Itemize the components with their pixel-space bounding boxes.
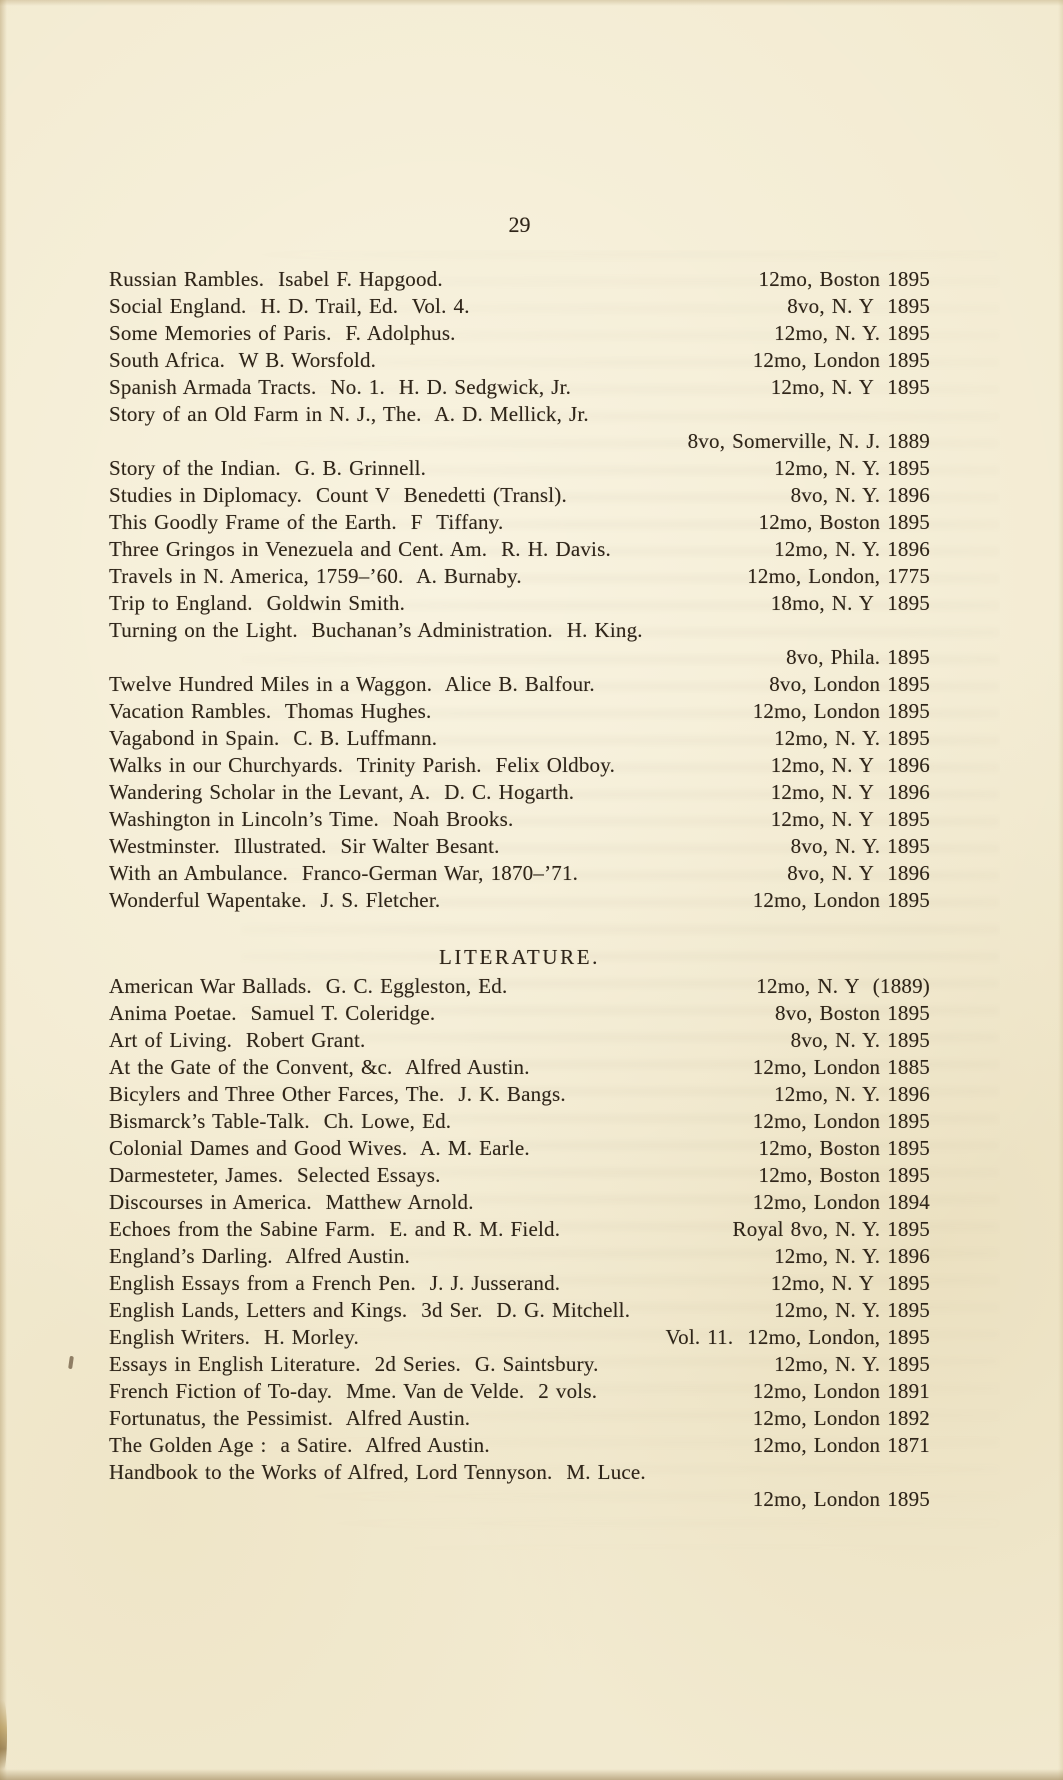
catalog-entry — [109, 1378, 930, 1405]
entry-title-author: South Africa. W B. Worsfold. — [109, 348, 377, 372]
entry-imprint: 12mo, N. Y 1895 — [770, 375, 930, 399]
catalog-entry — [109, 1027, 930, 1054]
entry-title-author: French Fiction of To-day. Mme. Van de Velde. 2 vols. — [109, 1379, 598, 1403]
entry-title-author: With an Ambulance. Franco-German War, 1870–’71. — [109, 861, 579, 885]
entry-title-author: English Writers. H. Morley. — [109, 1325, 359, 1349]
entry-imprint: 12mo, N. Y 1895 — [770, 1271, 930, 1295]
catalog-entry — [109, 1351, 930, 1378]
entry-imprint: 8vo, N. Y. 1896 — [790, 483, 930, 507]
entry-imprint: 12mo, Boston 1895 — [758, 267, 930, 291]
catalog-entry — [109, 671, 930, 698]
entry-title-author: Anima Poetae. Samuel T. Coleridge. — [109, 1001, 436, 1025]
catalog-entry — [109, 536, 930, 563]
catalog-entry — [109, 1189, 930, 1216]
catalog-entry — [109, 1135, 930, 1162]
entry-imprint: 18mo, N. Y 1895 — [770, 591, 930, 615]
entry-imprint: 8vo, Phila. 1895 — [786, 645, 930, 669]
entry-title-author: Social England. H. D. Trail, Ed. Vol. 4. — [109, 294, 470, 318]
entry-title-author: Studies in Diplomacy. Count V Benedetti (Transl). — [109, 483, 567, 507]
edge-stain — [0, 1700, 7, 1770]
entry-imprint: 8vo, N. Y 1895 — [787, 294, 930, 318]
catalog-entry — [109, 860, 930, 887]
catalog-entry-continuation — [109, 1486, 930, 1513]
entry-imprint: 12mo, N. Y. 1896 — [774, 1244, 930, 1268]
entry-imprint: 12mo, N. Y 1896 — [770, 753, 930, 777]
entry-imprint: 12mo, London 1895 — [752, 888, 930, 912]
page-edge-bottom — [0, 1769, 1063, 1780]
entry-title-author: Trip to England. Goldwin Smith. — [109, 591, 406, 615]
page-number: 29 — [508, 212, 531, 237]
entry-title-author: Walks in our Churchyards. Trinity Parish. Felix Oldboy. — [109, 753, 616, 777]
entry-imprint: 12mo, N. Y. 1895 — [774, 456, 930, 480]
entry-title-author: Discourses in America. Matthew Arnold. — [109, 1190, 474, 1214]
entry-title-author: The Golden Age : a Satire. Alfred Austin. — [109, 1433, 490, 1457]
entry-title-author: Spanish Armada Tracts. No. 1. H. D. Sedgwick, Jr. — [109, 375, 572, 399]
entry-imprint: 12mo, N. Y. 1896 — [774, 1082, 930, 1106]
entry-title-author: Russian Rambles. Isabel F. Hapgood. — [109, 267, 443, 291]
catalog-entry — [109, 1459, 930, 1486]
entry-title-author: Some Memories of Paris. F. Adolphus. — [109, 321, 456, 345]
catalog-entry — [109, 1297, 930, 1324]
entry-imprint: 12mo, Boston 1895 — [758, 510, 930, 534]
entry-imprint: 12mo, N. Y. 1895 — [774, 1352, 930, 1376]
catalog-entry — [109, 455, 930, 482]
entry-title-author: Handbook to the Works of Alfred, Lord Tennyson. M. Luce. — [109, 1460, 646, 1484]
catalog-entry — [109, 293, 930, 320]
entry-title-author: Westminster. Illustrated. Sir Walter Besant. — [109, 834, 500, 858]
entry-title-author: Essays in English Literature. 2d Series. G. Saintsbury. — [109, 1352, 599, 1376]
entry-title-author: Three Gringos in Venezuela and Cent. Am. R. H. Davis. — [109, 537, 611, 561]
entry-title-author: Fortunatus, the Pessimist. Alfred Austin. — [109, 1406, 471, 1430]
entry-title-author: Washington in Lincoln’s Time. Noah Brooks. — [109, 807, 514, 831]
entry-title-author: Echoes from the Sabine Farm. E. and R. M. Field. — [109, 1217, 561, 1241]
entry-title-author: English Essays from a French Pen. J. J. Jusserand. — [109, 1271, 561, 1295]
catalog-entry — [109, 973, 930, 1000]
catalog-entry — [109, 1243, 930, 1270]
catalog-entry — [109, 833, 930, 860]
entry-title-author: Twelve Hundred Miles in a Waggon. Alice B. Balfour. — [109, 672, 595, 696]
catalog-entry-continuation — [109, 428, 930, 455]
catalog-content — [109, 266, 930, 1513]
entry-imprint: 12mo, N. Y 1895 — [770, 807, 930, 831]
catalog-entry — [109, 698, 930, 725]
catalog-entry — [109, 752, 930, 779]
entry-imprint: 8vo, Boston 1895 — [775, 1001, 930, 1025]
entry-title-author: Story of an Old Farm in N. J., The. A. D. Mellick, Jr. — [109, 402, 589, 426]
catalog-entry-continuation — [109, 644, 930, 671]
catalog-entry — [109, 1081, 930, 1108]
entry-imprint: 12mo, London 1894 — [752, 1190, 930, 1214]
entry-title-author: Turning on the Light. Buchanan’s Administration. H. King. — [109, 618, 643, 642]
entry-title-author: Bicylers and Three Other Farces, The. J. K. Bangs. — [109, 1082, 566, 1106]
entry-imprint: 12mo, N. Y. 1896 — [774, 537, 930, 561]
section-heading: LITERATURE. — [439, 945, 600, 969]
entry-imprint: 12mo, N. Y. 1895 — [774, 1298, 930, 1322]
catalog-entry — [109, 806, 930, 833]
catalog-entry — [109, 1405, 930, 1432]
page-edge-top — [0, 0, 1063, 6]
entry-imprint: 8vo, London 1895 — [769, 672, 930, 696]
catalog-entry — [109, 1000, 930, 1027]
entry-title-author: Darmesteter, James. Selected Essays. — [109, 1163, 441, 1187]
entry-title-author: Travels in N. America, 1759–’60. A. Burnaby. — [109, 564, 522, 588]
catalog-entry — [109, 1054, 930, 1081]
entry-title-author: Art of Living. Robert Grant. — [109, 1028, 366, 1052]
entry-imprint: 12mo, Boston 1895 — [758, 1163, 930, 1187]
entry-title-author: England’s Darling. Alfred Austin. — [109, 1244, 410, 1268]
entry-imprint: 8vo, N. Y. 1895 — [790, 1028, 930, 1052]
catalog-entry — [109, 266, 930, 293]
entry-title-author: This Goodly Frame of the Earth. F Tiffany. — [109, 510, 504, 534]
catalog-entry — [109, 779, 930, 806]
entry-title-author: English Lands, Letters and Kings. 3d Ser. D. G. Mitchell. — [109, 1298, 631, 1322]
catalog-entry — [109, 563, 930, 590]
catalog-entry — [109, 1270, 930, 1297]
catalog-entry — [109, 320, 930, 347]
entry-imprint: 8vo, Somerville, N. J. 1889 — [687, 429, 930, 453]
entry-imprint: 12mo, London 1895 — [752, 348, 930, 372]
entry-imprint: 12mo, London, 1775 — [747, 564, 930, 588]
entry-title-author: Wonderful Wapentake. J. S. Fletcher. — [109, 888, 441, 912]
entry-title-author: Vacation Rambles. Thomas Hughes. — [109, 699, 432, 723]
entry-title-author: Colonial Dames and Good Wives. A. M. Earle. — [109, 1136, 530, 1160]
entry-imprint: 12mo, London 1895 — [752, 699, 930, 723]
catalog-entry — [109, 1432, 930, 1459]
catalog-entry — [109, 887, 930, 914]
entry-imprint: 12mo, N. Y. 1895 — [774, 321, 930, 345]
entry-imprint: 12mo, N. Y (1889) — [756, 974, 930, 998]
entry-imprint: 12mo, N. Y. 1895 — [774, 726, 930, 750]
catalog-entry — [109, 1216, 930, 1243]
entry-imprint: 12mo, N. Y 1896 — [770, 780, 930, 804]
entry-title-author: Story of the Indian. G. B. Grinnell. — [109, 456, 427, 480]
catalog-entry — [109, 590, 930, 617]
entry-imprint: 12mo, London 1891 — [752, 1379, 930, 1403]
catalog-entry — [109, 482, 930, 509]
entry-imprint: 12mo, London 1895 — [752, 1487, 930, 1511]
entry-imprint: 8vo, N. Y. 1895 — [790, 834, 930, 858]
catalog-entry — [109, 1108, 930, 1135]
entry-title-author: At the Gate of the Convent, &c. Alfred Austin. — [109, 1055, 530, 1079]
catalog-entry — [109, 347, 930, 374]
catalog-entry — [109, 617, 930, 644]
entry-imprint: Royal 8vo, N. Y. 1895 — [732, 1217, 930, 1241]
entry-imprint: 12mo, London 1871 — [752, 1433, 930, 1457]
entry-title-author: Vagabond in Spain. C. B. Luffmann. — [109, 726, 438, 750]
catalog-entry — [109, 374, 930, 401]
ink-speck — [68, 1356, 74, 1369]
entry-imprint: 8vo, N. Y 1896 — [787, 861, 930, 885]
entry-imprint: 12mo, London 1892 — [752, 1406, 930, 1430]
page-edge-right — [1058, 0, 1063, 1780]
catalog-entry — [109, 509, 930, 536]
catalog-entry — [109, 1324, 930, 1351]
entry-imprint: Vol. 11. 12mo, London, 1895 — [665, 1325, 930, 1349]
entry-title-author: Wandering Scholar in the Levant, A. D. C. Hogarth. — [109, 780, 575, 804]
entry-list-literature — [109, 973, 930, 1513]
catalog-entry — [109, 1162, 930, 1189]
entry-imprint: 12mo, London 1895 — [752, 1109, 930, 1133]
catalog-entry — [109, 401, 930, 428]
entry-title-author: American War Ballads. G. C. Eggleston, Ed. — [109, 974, 508, 998]
page-edge-left — [0, 0, 7, 1780]
entry-list-continued — [109, 266, 930, 914]
entry-title-author: Bismarck’s Table-Talk. Ch. Lowe, Ed. — [109, 1109, 452, 1133]
entry-imprint: 12mo, Boston 1895 — [758, 1136, 930, 1160]
catalog-entry — [109, 725, 930, 752]
entry-imprint: 12mo, London 1885 — [752, 1055, 930, 1079]
